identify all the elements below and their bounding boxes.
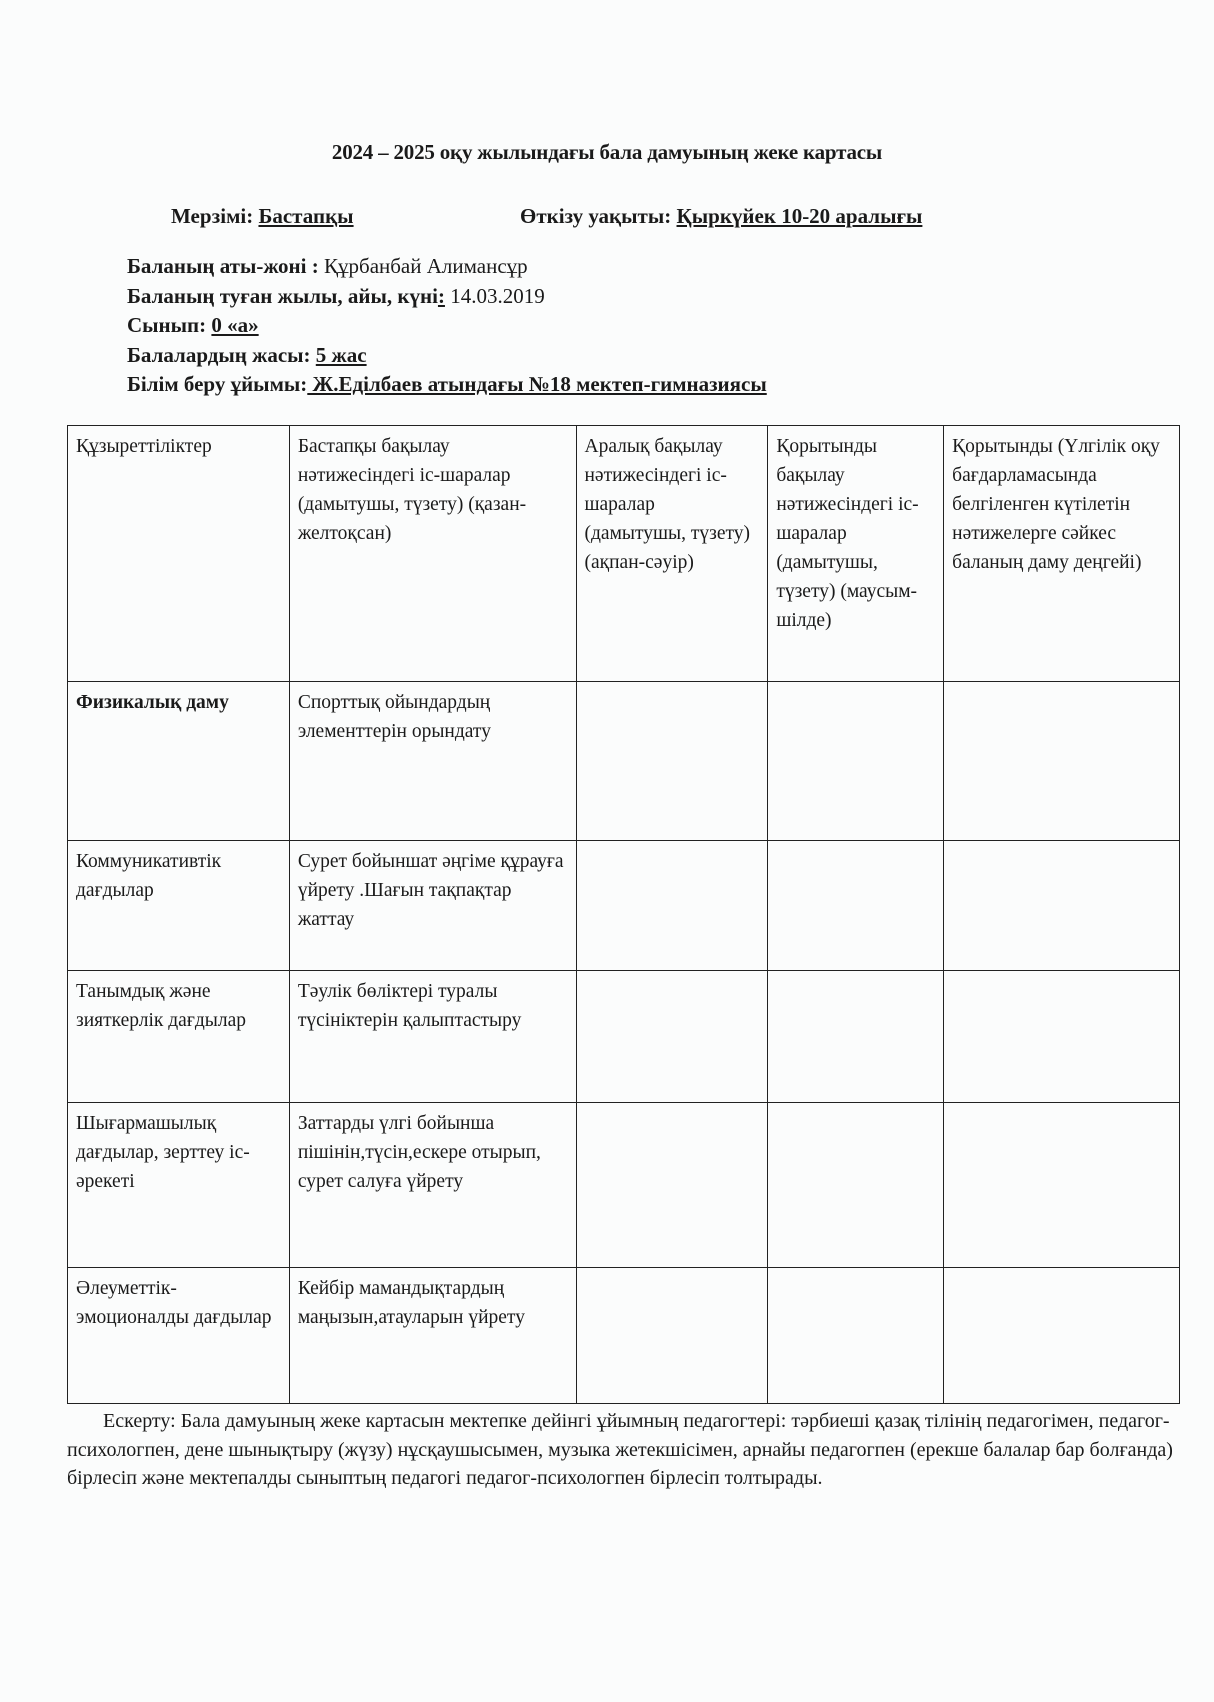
org-value: Ж.Еділбаев атындағы №18 мектеп-гимназиясы	[307, 372, 767, 396]
result-cell	[944, 971, 1180, 1103]
table-row	[68, 841, 1180, 971]
initial-cell: Заттарды үлгі бойынша пішінін,түсін,ескере отырып, сурет салуға үйрету	[289, 1103, 576, 1268]
intermediate-cell	[576, 1268, 768, 1404]
final-cell	[768, 1103, 944, 1268]
time-field	[520, 204, 922, 229]
initial-cell: Сурет бойыншат әңгіме құрауға үйрету .Шағын тақпақтар жаттау	[289, 841, 576, 971]
intermediate-cell	[576, 682, 768, 841]
header-initial: Бастапқы бақылау нәтижесіндегі іс-шаралар (дамытушы, түзету) (қазан-желтоқсан)	[289, 426, 576, 682]
competency-cell: Әлеуметтік-эмоционалды дағдылар	[68, 1268, 290, 1404]
initial-cell: Тәулік бөліктері туралы түсініктерін қалыптастыру	[289, 971, 576, 1103]
table-row	[68, 1268, 1180, 1404]
class-label: Сынып:	[127, 313, 212, 337]
competency-cell: Физикалық даму	[68, 682, 290, 841]
header-result: Қорытынды (Үлгілік оқу бағдарламасында белгіленген күтілетін нәтижелерге сәйкес баланың даму деңгейі)	[944, 426, 1180, 682]
result-cell	[944, 1103, 1180, 1268]
class-line	[127, 311, 767, 341]
table-header-row	[68, 426, 1180, 682]
initial-cell: Спорттық ойындардың элементтерін орындату	[289, 682, 576, 841]
intermediate-cell	[576, 1103, 768, 1268]
time-label: Өткізу уақыты:	[520, 204, 672, 228]
final-cell	[768, 682, 944, 841]
age-value: 5 жас	[315, 342, 367, 367]
birth-value: 14.03.2019	[444, 283, 545, 308]
child-name-label: Баланың аты-жоні :	[127, 254, 324, 278]
child-name-line	[127, 252, 767, 282]
birth-line	[127, 282, 767, 312]
footnote: Ескерту: Бала дамуының жеке картасын мектепке дейінгі ұйымның педагогтері: тәрбиеші қазақ тілінің педагогімен, педагог-психологпен, дене шынықтыру (жүзу) нұсқаушысымен, музыка жетекшісімен, арнайы педагогпен (ерекше балалар бар болғанда) бірлесіп және мектепалды сыныптың педагогі педагог-психологпен бірлесіп толтырады.	[67, 1410, 1173, 1489]
period-label: Мерзімі:	[171, 204, 254, 228]
final-cell	[768, 1268, 944, 1404]
birth-label: Баланың туған жылы, айы, күні	[127, 283, 438, 308]
age-line	[127, 341, 767, 371]
initial-cell: Кейбір мамандықтардың маңызын,атауларын үйрету	[289, 1268, 576, 1404]
table-row	[68, 682, 1180, 841]
intermediate-cell	[576, 841, 768, 971]
competency-cell: Шығармашылық дағдылар, зерттеу іс-әрекеті	[68, 1103, 290, 1268]
age-label: Балалардың жасы:	[127, 342, 316, 367]
result-cell	[944, 841, 1180, 971]
header-intermediate: Аралық бақылау нәтижесіндегі іс-шаралар (дамытушы, түзету) (ақпан-сәуір)	[576, 426, 768, 682]
result-cell	[944, 1268, 1180, 1404]
header-competencies: Құзыреттіліктер	[68, 426, 290, 682]
final-cell	[768, 971, 944, 1103]
period-field	[171, 204, 354, 229]
child-info	[127, 252, 767, 400]
header-final: Қорытынды бақылау нәтижесіндегі іс-шаралар (дамытушы, түзету) (маусым-шілде)	[768, 426, 944, 682]
table-row	[68, 1103, 1180, 1268]
competency-cell: Коммуникативтік дағдылар	[68, 841, 290, 971]
org-label: Білім беру ұйымы:	[127, 372, 308, 396]
table-row	[68, 971, 1180, 1103]
org-line	[127, 370, 767, 400]
document-title: 2024 – 2025 оқу жылындағы бала дамуының жеке картасы	[331, 140, 883, 164]
intermediate-cell	[576, 971, 768, 1103]
child-name-value: Құрбанбай Алимансұр	[324, 254, 528, 278]
final-cell	[768, 841, 944, 971]
time-value: Қыркүйек 10-20 аралығы	[676, 204, 923, 228]
development-card-table	[67, 425, 1180, 1404]
result-cell	[944, 682, 1180, 841]
birth-colon: :	[437, 283, 445, 308]
period-value: Бастапқы	[258, 204, 354, 228]
competency-cell: Танымдық және зияткерлік дағдылар	[68, 971, 290, 1103]
class-value: 0 «а»	[211, 313, 259, 337]
